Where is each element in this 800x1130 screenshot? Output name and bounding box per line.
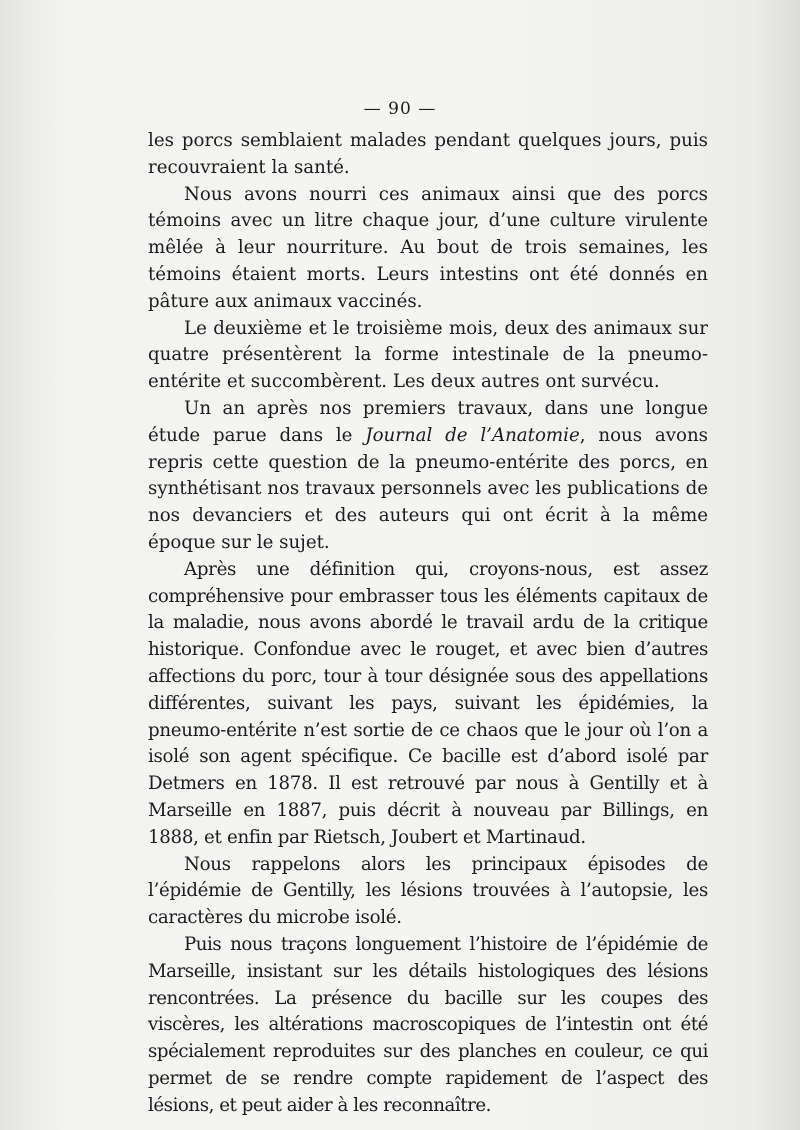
paragraph-4-before: Un an après nos premiers travaux, dans une longue étude parue dans le xyxy=(148,397,708,446)
text-block xyxy=(148,128,708,1119)
paragraph-4 xyxy=(148,396,708,557)
journal-title: Journal de l’Anatomie xyxy=(365,424,580,446)
page-number: — 90 — xyxy=(363,99,437,119)
paragraph-6: Nous rappelons alors les principaux épisodes de l’épidémie de Gentilly, les lésions trouvées à l’autopsie, les caractères du microbe isolé. xyxy=(148,853,708,929)
paragraph-5: Après une définition qui, croyons-nous, est assez compréhensive pour embrasser tous les éléments capitaux de la maladie, nous avons abordé le travail ardu de la critique historique. Confondue avec le rouget, et avec bien d’autres affections du porc, tour à tour désignée sous des appellations différentes, suivant les pays, suivant les épidémies, la pneumo-entérite n’est sortie de ce chaos que le jour où l’on a isolé son agent spécifique. Ce bacille est d’abord isolé par Detmers en 1878. Il est retrouvé par nous à Gentilly et à Marseille en 1887, puis décrit à nouveau par Billings, en 1888, et enfin par Rietsch, Joubert et Martinaud. xyxy=(148,558,708,848)
paragraph-7: Puis nous traçons longuement l’histoire de l’épidémie de Marseille, insistant sur les détails histologiques des lésions rencontrées. La présence du bacille sur les coupes des viscères, les altérations macroscopiques de l’intestin ont été spécialement reproduites sur des planches en couleur, ce qui permet de se rendre compte rapidement de l’aspect des lésions, et peut aider à les reconnaître. xyxy=(148,933,708,1116)
paragraph-4-after: , nous avons repris cette question de la pneumo-entérite des porcs, en synthétisant nos travaux personnels avec les publications de nos devanciers et des auteurs qui ont écrit à la même époque sur le sujet. xyxy=(148,424,709,553)
paragraph-1: les porcs semblaient malades pendant quelques jours, puis recouvraient la santé. xyxy=(148,130,708,178)
paragraph-3: Le deuxième et le troisième mois, deux des animaux sur quatre présentèrent la forme intestinale de la pneumo-entérite et succombèrent. Les deux autres ont survécu. xyxy=(148,317,708,393)
paragraph-2: Nous avons nourri ces animaux ainsi que des porcs témoins avec un litre chaque jour, d’une culture virulente mêlée à leur nourriture. Au bout de trois semaines, les témoins étaient morts. Leurs intestins ont été donnés en pâture aux animaux vaccinés. xyxy=(148,183,708,312)
